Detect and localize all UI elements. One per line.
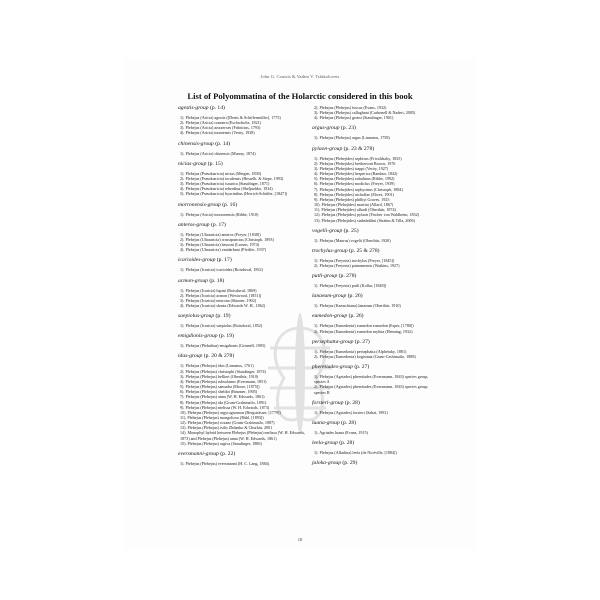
group-name: trochylus-group [312,247,348,254]
group-name: luana-group [312,419,340,426]
species-group [178,278,306,309]
species-entry: 7). Plebejus (Plebejides) sephyrinus (Christoph, 1884) [314,186,403,192]
species-group [312,273,440,288]
group-page-ref: (p. 16) [220,201,238,208]
group-heading [312,273,440,280]
species-entry: 3). Plebejus (Plebejus) callaghani (Carbonell & Naderi, 2005) [314,110,416,116]
group-page-ref: (p. 14) [213,140,231,147]
species-entry: 6). Plebejus (Plebejides) modiclus (Freyer, 1939) [314,181,395,187]
species-entry: 3). Plebejus (Plebejus) bellieri (Oberthür, 1910) [180,373,259,379]
group-page-ref: (p. 22) [218,450,236,457]
group-page-ref: (p. 28) [337,440,355,446]
group-name: putli-group [312,273,338,280]
group-name: pylaon-group [312,145,343,152]
group-name: argus-group [312,125,340,132]
species-entry: 2). Plebejus (Eumedonia) kogistana (Grum-Grshimailo, 1888) [314,353,416,359]
group-name: persephatta-group [312,338,354,345]
group-heading [178,451,306,458]
species-entry: 10). Plebejus (Plebejides) martini (Allard, 1867) [314,202,394,208]
species-entry: 3). Plebejus (Icaricia) neurona (Skinner, 1902) [180,297,257,303]
group-heading [312,228,440,235]
species-entry: 1). Plebejus (Plebejides) sephirus (Frivaldszky, 1835) [314,155,402,161]
species-entry: 2). Plebejus (Pseudoaricia) torulensis (Hesselb. & Siepe, 1993) [180,175,284,181]
group-page-ref: (p. 14) [208,105,225,111]
species-entry: 1). Plebejus (Agriades) forsteri (Sakai, 1981) [314,409,388,415]
group-name: lanaeum-group [312,293,347,300]
species-entry: 15). Plebejus (Plebejus) argiva (Staudinger, 1886) [180,440,262,446]
group-page-ref: (p. 278) [337,273,357,280]
species-group [312,400,440,415]
species-entry: 1). Plebejus (Aricia) chinensis (Murray, 1874) [180,150,256,156]
species-entry: 5). Plebejus (Plebejides) zabulinus (Ribbe, 1992) [314,176,395,182]
species-entry: 12). Plebejus (Plebejides) pylaon (Fischer von Waldheim, 1832) [314,212,419,218]
species-entry: 1). Plebejus (Icaricia) saepiolus (Boisduval, 1852) [180,323,263,329]
species-entry: 1). Plebejus (Agriades) pheretiades (Eversmann, 1843) species group, species A [314,374,429,385]
group-name: jaloka-group [312,460,342,467]
species-entry: 1). Plebejus (Freyeria) putli (Kollar, [1848]) [314,283,387,289]
species-entry: 1). Plebejus (Plebejus) eversmanni (H. C. Lang, 1884) [180,460,270,466]
group-page-ref: (p. 23 & 278) [342,145,375,152]
group-heading [178,202,306,209]
species-group [178,222,306,253]
species-entry: 1). Plebejus (Plebejus) argus (Linnaeus, 1758) [314,135,390,141]
group-page-ref: (p. 27) [353,338,370,345]
species-entry: 1). Plebejus (Aricia) agestis ([Denis & Schiffermüller], 1775) [180,115,281,120]
group-heading [178,257,306,264]
species-entry: 1). Plebejus (Eumedonia) persephatta (Alphéraky, 1881) [314,348,407,354]
group-heading [312,313,440,320]
group-name: pheretiades-group [312,364,353,371]
group-heading [312,248,440,255]
species-group [178,313,306,328]
species-entry: 1). Plebejus (Freyeria) trochylus (Freyer, [1845]) [314,257,395,263]
species-group [312,364,440,395]
group-heading [178,353,306,360]
group-heading [178,278,306,285]
species-group [178,105,306,136]
species-entry: 1). Plebejus (Eumedonia) eumedon eumedon (Esper, [1780]) [314,323,414,329]
group-heading [178,141,306,148]
species-entry: 4). Plebejus (Icaricia) shasta (Edwards W. H., 1862) [180,302,266,308]
species-entry: 11). Plebejus (Plebejides) allardi (Oberthür, 1874) [314,207,396,213]
species-group [178,333,306,348]
group-heading [178,333,306,340]
group-name: vogelii-group [312,227,343,234]
species-group [178,202,306,217]
group-page-ref: (p. 19) [217,333,234,340]
species-entry: 1). Plebejus (Ultraaricia) anteros (Freyer, [1838]) [180,231,261,237]
species-entry: 1). Plebejus (Albulina) leela (de Nicéville, [1884]) [314,450,397,455]
species-entry: 2). Plebejus (Freyeria) putnamensis (Watkins, 1927) [314,262,400,268]
species-entry: 2). Plebejus (Ultraaricia) crassipunctus (Christoph, 1893) [180,236,274,242]
page-number: 10 [297,537,303,542]
species-entry: 4). Plebejus (Plebejus) rubsolanus (Evermann, 1851) [180,378,267,384]
species-entry: 2). Plebejus (Aricia) cramera (Eschscholtz, 1821) [180,120,262,126]
species-entry: 3). Plebejus (Aricia) artaxerxes (Fabricius, 1793) [180,125,261,131]
group-page-ref: (p. 28) [343,399,360,406]
species-group [312,125,440,140]
group-name: forsteri-group [312,399,344,406]
species-entry: 8). Plebejus (Plebejus) ida (Grum-Grshimailo, 1891) [180,399,267,405]
group-page-ref: (p. 18) [207,277,225,284]
group-name: eumedon-group [312,313,348,320]
group-heading [312,364,440,371]
group-page-ref: (p. 19) [214,313,231,320]
group-page-ref: (p. 26) [346,293,363,300]
group-page-ref: (p. 26) [347,313,364,320]
species-group [312,105,440,120]
species-entry: 9). Plebejus (Plebejides) philbyi Graves, 1925 [314,196,390,202]
group-heading [312,125,440,132]
species-entry: 4). Plebejus (Aricia) montensis (Verity, 1928) [180,130,255,136]
species-group [312,420,440,435]
left-column [178,105,306,466]
species-entry: 10). Plebejus (Plebejus) argyrognomon (Bergsträsser, [1779]) [180,409,281,415]
species-entry: 2). Plebejus (Icaricia) acmon (Westwood, [1851]) [180,292,262,298]
species-group [312,228,440,243]
group-heading [312,460,440,467]
group-name: nicias-group [178,160,207,167]
species-entry: 8). Plebejus (Plebejides) nichollae (Elwes, 1901) [314,191,394,197]
species-entry: 3). Plebejus (Plebejides) trappi (Verity, 1927) [314,165,389,171]
species-entry: 14). Monophyl hybrid between Plebejus (Plebejus) melissa (W. H. Edwards, 1873) and Plebejus (Plebejus) anna (W. H. Edwards, 1861) [180,430,306,441]
group-name: idas-group [178,353,203,360]
species-entry: 4). Plebejus (Pseudoaricia) teberdina (Sheljuzhko, 1934) [180,186,273,192]
group-heading [178,161,306,168]
book-page [124,58,476,550]
species-entry: 4). Plebejus (Plebejus) gromi (Staudinger, 1901) [314,115,394,121]
group-page-ref: (p. 25) [342,227,359,234]
species-entry: 1). Plebejus (Maurus) vogelii (Oberthür, 1920) [314,237,391,243]
species-entry: 5). Plebejus (Pseudoaricia) hyacinthus (Herrich-Schäffer, [1847]) [180,191,287,197]
group-page-ref: (p. 29) [341,460,358,467]
species-entry: 1). Agriades luana (Evans, 1915) [314,429,368,435]
group-heading [312,440,440,447]
species-entry: 9). Plebejus (Plebejus) melissa (W. H. Edwards, 1873) [180,404,270,410]
group-heading [312,146,440,153]
group-heading [178,105,306,112]
species-group [312,248,440,268]
species-entry: 4). Plebejus (Ultraaricia) vandarbani (Pfeiffer, 1937) [180,247,267,253]
species-group [178,257,306,272]
group-name: eversmanni-group [178,450,219,457]
species-entry: 13). Plebejus (Plebejus) tsilis Zhdanko & Churkin, 2001 [180,425,273,431]
species-entry: 1). Plebejus (Icaricia) icarioides (Boisduval, 1852) [180,267,263,273]
group-page-ref: (p. 25 & 278) [347,247,380,254]
running-head: John G. Coutsis & Vadim V. Tshikolovets [260,74,340,79]
species-entry: 2). Plebejus (Plebejus) christophi (Staudinger, 1874) [180,368,266,374]
species-entry: 7). Plebejus (Plebejus) anna (W. H. Edwards, 1861) [180,394,265,400]
species-group [178,161,306,197]
species-entry: 6). Plebejus (Plebejus) sheldoi (Brunner, 1905) [180,389,258,395]
species-entry: 2). Plebejus (Eumedonia) eumedon mylitta (Henning, 1932) [314,328,413,334]
species-group [178,141,306,156]
group-heading [312,293,440,300]
species-entry: 1). Plebejus (Plebejus) idas (Linnaeus, 1761) [180,363,254,369]
species-entry: 13). Plebejus (Plebejides) sinbahdilini (Strahm & Tilla, 2006) [314,217,415,223]
group-page-ref: (p. 23) [339,125,356,132]
page-title: List of Polyommatina of the Holarctic considered in this book [187,91,413,101]
group-heading [178,313,306,320]
species-entry: 2). Plebejus (Agriades) pheretiades (Eversmann, 1843) species group, species B [314,384,429,395]
group-name: saepiolus-group [178,313,215,320]
species-entry: 4). Plebejus (Plebejides) hesperica (Rambur, 1842) [314,171,398,177]
species-group [312,460,440,467]
right-column [312,105,440,470]
species-entry: 2). Plebejus (Plebejides) brethertoni Brown, 1976 [314,160,396,166]
species-group [312,313,440,333]
group-heading [312,400,440,407]
species-entry: 1). Plebejus (Kamschiana) lanaeum (Oberthür, 1910) [314,303,401,309]
species-entry: 1). Plebejus (Icaricia) lupini (Boisduval, 1869) [180,287,257,293]
group-name: chinensis-group [178,140,214,147]
group-page-ref: (p. 15) [206,160,223,167]
group-name: icarioides-group [178,257,216,264]
species-group [178,451,306,466]
species-group [312,293,440,308]
species-entry: 1). Plebejus (Aricia) morronensis (Ribbe, 1910) [180,211,259,217]
group-name: acmon-group [178,277,208,284]
species-entry: 3). Plebejus (Ultraaricia) bassoni (Larsen, 1974) [180,242,260,248]
group-page-ref: (p. 27) [352,364,370,371]
species-group [312,339,440,359]
group-page-ref: (p. 17) [209,221,226,228]
group-heading [312,339,440,346]
group-page-ref: (p. 17) [215,257,232,264]
species-entry: 11). Plebejus (Plebejus) mongolicus (Rühl, [1893]) [180,415,264,420]
group-name: morronensis-group [178,201,221,208]
species-entry: 1). Plebejus (Plebulina) emigdionis (Grinnell, 1905) [180,343,266,349]
group-name: agestis-group [178,105,209,111]
group-page-ref: (p. 20 & 278) [202,353,235,360]
group-name: anteros-group [178,221,210,228]
species-entry: 3). Plebejus (Pseudoaricia) isaurica (Staudinger, 1871) [180,181,270,187]
species-entry: 12). Plebejus (Plebejus) roxane (Grum-Grshimailo, 1887) [180,420,275,426]
species-entry: 2). Plebejus (Plebejus) fuscus (Evans, 1932) [314,105,387,110]
species-group [312,146,440,223]
group-heading [178,222,306,229]
group-name: leela-group [312,440,338,446]
species-entry: 1). Plebejus (Pseudoaricia) nicias (Meigen, 1830) [180,170,262,176]
group-name: emigdionis-group [178,333,218,340]
group-page-ref: (p. 28) [339,419,357,426]
species-group [312,440,440,455]
species-entry: 5). Plebejus (Plebejus) samudra (Moore, [1875]) [180,384,260,390]
group-heading [312,420,440,427]
species-group [178,353,306,446]
